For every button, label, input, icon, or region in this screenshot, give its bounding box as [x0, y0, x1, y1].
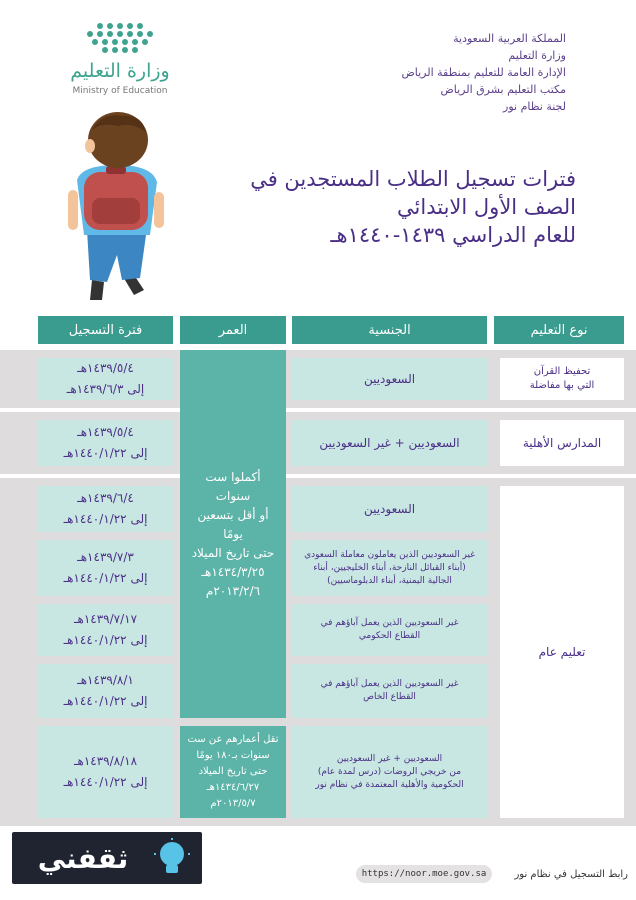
period-to: إلى ١٤٤٠/١/٢٢هـ [63, 694, 148, 708]
nationality-cell: السعوديين + غير السعوديين [292, 420, 487, 466]
header-age: العمر [180, 316, 286, 344]
type-general-education: تعليم عام [500, 486, 624, 818]
period-from: ١٤٣٩/٨/١هـ [77, 673, 134, 687]
age-line: حتى تاريخ الميلاد [198, 766, 268, 777]
ministry-line: مكتب التعليم بشرق الرياض [440, 83, 566, 96]
period-to: إلى ١٤٣٩/٦/٣هـ [66, 382, 145, 396]
period-from: ١٤٣٩/٦/٤هـ [77, 491, 134, 505]
nationality-line: القطاع الخاص [363, 692, 416, 702]
nationality-line: السعوديين + غير السعوديين [336, 753, 443, 764]
type-quran-line: تحفيظ القرآن [533, 366, 591, 377]
registration-url-link[interactable]: https://noor.moe.gov.sa [356, 865, 492, 883]
period-from: ١٤٣٩/٧/١٧هـ [73, 612, 138, 626]
header-registration-period: فترة التسجيل [38, 316, 173, 344]
period-cell [38, 358, 173, 400]
age-line: ١٤٣٤/٣/٢٥هـ [201, 564, 265, 579]
title-line-2: الصف الأول الابتدائي [397, 195, 576, 219]
age-line: سنوات [215, 488, 251, 503]
period-to: إلى ١٤٤٠/١/٢٢هـ [63, 633, 148, 647]
type-quran-line: التي بها مفاضلة [529, 380, 595, 391]
period-to: إلى ١٤٤٠/١/٢٢هـ [63, 571, 148, 585]
period-cell [38, 420, 173, 466]
title-line-1: فترات تسجيل الطلاب المستجدين في [250, 167, 576, 191]
period-to: إلى ١٤٤٠/١/٢٢هـ [63, 446, 148, 460]
ministry-line: وزارة التعليم [508, 49, 566, 62]
title-line-3: للعام الدراسي ١٤٣٩-١٤٤٠هـ [330, 223, 576, 247]
nationality-line: القطاع الحكومي [358, 631, 421, 641]
period-from: ١٤٣٩/٧/٣هـ [77, 550, 134, 564]
nationality-line: غير السعوديين الذين يعاملون معاملة السعودي [304, 549, 475, 560]
nationality-line: من خريجي الروضات (درس لمدة عام) [317, 766, 462, 777]
logo-arabic-text: وزارة التعليم [70, 60, 170, 82]
nationality-cell [292, 726, 487, 818]
nationality-cell [292, 540, 487, 596]
ministry-line: الإدارة العامة للتعليم بمنطقة الرياض [401, 66, 566, 79]
student-boy-icon [62, 110, 172, 305]
nationality-cell [292, 664, 487, 718]
brand-logo-text: ثقفني [37, 841, 129, 875]
age-line: ٢٠١٣/٥/٧م [210, 798, 256, 809]
age-line: أكملوا ست [205, 469, 261, 484]
period-from: ١٤٣٩/٥/٤هـ [77, 361, 134, 375]
nationality-line: الحكومية والأهلية المعتمدة في نظام نور [315, 779, 464, 790]
nationality-line: (أبناء القبائل النازحة، أبناء الخليجيين، أبناء [313, 562, 466, 573]
nationality-cell: السعوديين [292, 486, 487, 532]
age-cell-main [180, 350, 286, 718]
header-nationality: الجنسية [292, 316, 487, 344]
period-cell [38, 726, 173, 818]
lightbulb-icon [150, 838, 194, 878]
period-cell [38, 664, 173, 718]
period-to: إلى ١٤٤٠/١/٢٢هـ [63, 775, 148, 789]
type-quran [500, 358, 624, 400]
age-line: تقل أعمارهم عن ست [187, 734, 279, 745]
nationality-line: الجالية اليمنية، أبناء الدبلوماسيين) [327, 575, 452, 586]
age-line: سنوات بـ١٨٠ يومًا [196, 750, 270, 761]
nationality-line: غير السعوديين الذين يعمل آباؤهم في [320, 679, 459, 689]
age-line: أو أقل بتسعين [197, 507, 269, 522]
ministry-line: لجنة نظام نور [503, 100, 566, 113]
nationality-cell: السعوديين [292, 358, 487, 400]
age-line: ١٤٣٤/٦/٢٧هـ [206, 782, 260, 793]
period-cell [38, 540, 173, 596]
ministry-line: المملكة العربية السعودية [453, 32, 566, 45]
period-to: إلى ١٤٤٠/١/٢٢هـ [63, 512, 148, 526]
type-private-schools: المدارس الأهلية [500, 420, 624, 466]
age-line: ٢٠١٣/٢/٦م [205, 583, 261, 598]
nationality-cell [292, 604, 487, 656]
period-cell [38, 486, 173, 532]
age-cell-kindergarten [180, 726, 286, 818]
age-line: حتى تاريخ الميلاد [191, 545, 275, 560]
period-from: ١٤٣٩/٥/٤هـ [77, 425, 134, 439]
header-education-type: نوع التعليم [494, 316, 624, 344]
period-cell [38, 604, 173, 656]
ministry-header [326, 30, 566, 115]
nationality-line: غير السعوديين الذين يعمل آباؤهم في [320, 618, 459, 628]
logo-english-text: Ministry of Education [72, 86, 168, 96]
page-title [176, 165, 576, 249]
registration-link-label: رابط التسجيل في نظام نور [514, 868, 628, 880]
period-from: ١٤٣٩/٨/١٨هـ [73, 754, 138, 768]
age-line: يومًا [223, 526, 243, 541]
